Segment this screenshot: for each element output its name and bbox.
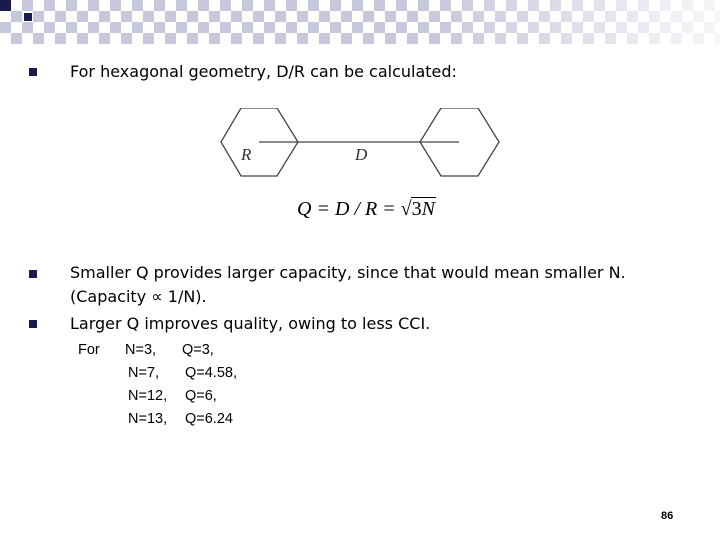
table-prefix: For <box>78 342 100 358</box>
page-number: 86 <box>661 510 674 522</box>
bullet-text-continued: (Capacity ∝ 1/N). <box>70 287 207 306</box>
formula-n: N <box>421 198 435 220</box>
formula-lhs: Q = D / R = <box>297 198 401 220</box>
sqrt-sign: √ <box>400 198 412 220</box>
label-r: R <box>241 145 252 164</box>
formula <box>297 197 436 221</box>
table-q: Q=6.24 <box>185 411 233 427</box>
bullet-marker <box>29 320 37 328</box>
formula-radicand <box>411 197 436 221</box>
table-q: Q=4.58, <box>185 365 237 381</box>
table-q: Q=3, <box>182 342 214 358</box>
table-n: N=13, <box>128 411 168 427</box>
bullet-text: For hexagonal geometry, D/R can be calculated: <box>70 62 457 81</box>
table-q: Q=6, <box>185 388 217 404</box>
table-n: N=7, <box>128 365 160 381</box>
formula-root: 3 <box>411 198 422 220</box>
table-n: N=12, <box>128 388 168 404</box>
bullet-marker <box>29 68 37 76</box>
decorative-banner <box>0 0 720 44</box>
bullet-text: Larger Q improves quality, owing to less CCI. <box>70 314 431 333</box>
bullet-text: Smaller Q provides larger capacity, since that would mean smaller N. <box>70 263 626 282</box>
bullet-marker <box>29 270 37 278</box>
table-n: N=3, <box>125 342 157 358</box>
label-d: D <box>355 145 368 164</box>
hexagon-diagram <box>220 108 502 178</box>
